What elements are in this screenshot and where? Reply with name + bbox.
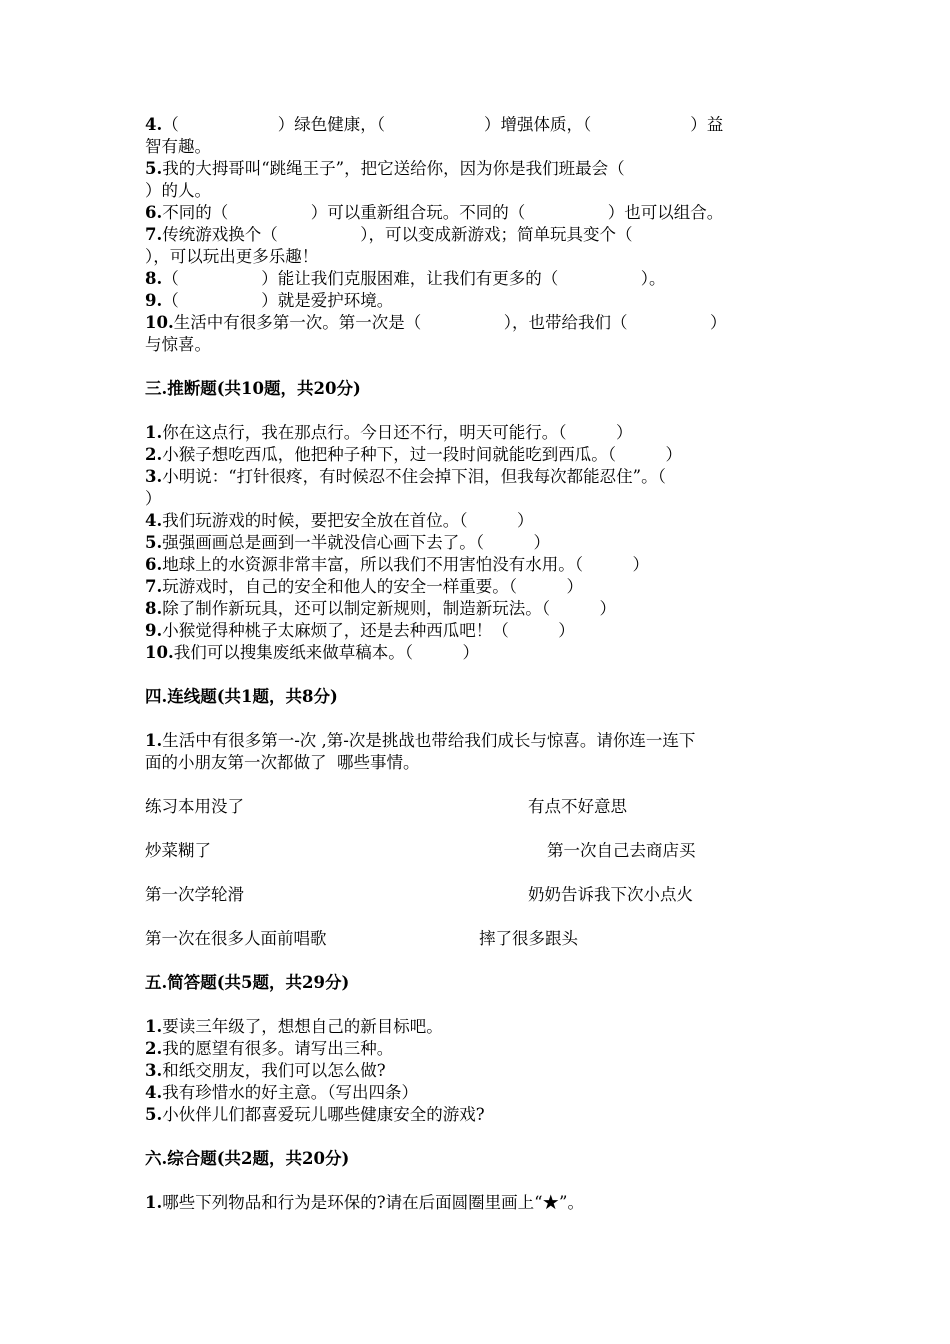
match-right-item: 有点不好意思 (528, 797, 627, 816)
question-fill-10: 10.生活中有很多第一次。第一次是（ ），也带给我们（ ） (145, 313, 727, 332)
judge-item: 7.玩游戏时，自己的安全和他人的安全一样重要。（ ） (145, 577, 583, 596)
short-answer-section (145, 972, 810, 1126)
judge-item-cont: ） (145, 489, 162, 508)
question-fill-8: 8.（ ）能让我们克服困难，让我们有更多的（ ）。 (145, 269, 666, 288)
match-left-item: 第一次在很多人面前唱歌 (145, 929, 327, 948)
judge-item: 10.我们可以搜集废纸来做草稿本。（ ） (145, 643, 479, 662)
match-row (145, 928, 810, 950)
question-fill-5-cont: ）的人。 (145, 181, 211, 200)
question-fill-9: 9.（ ）就是爱护环境。 (145, 291, 394, 310)
judge-item: 8.除了制作新玩具，还可以制定新规则，制造新玩法。（ ） (145, 599, 616, 618)
judge-item: 6.地球上的水资源非常丰富，所以我们不用害怕没有水用。（ ） (145, 555, 649, 574)
question-fill-7: 7.传统游戏换个（ ），可以变成新游戏；简单玩具变个（ (145, 225, 633, 244)
match-question-text: 1.生活中有很多第一-次 ,第-次是挑战也带给我们成长与惊喜。请你连一连下 (145, 731, 696, 750)
match-left-item: 第一次学轮滑 (145, 885, 244, 904)
match-right-item: 第一次自己去商店买 (547, 841, 696, 860)
match-right-item: 奶奶告诉我下次小点火 (528, 885, 693, 904)
fill-blank-section (145, 114, 810, 356)
question-fill-4-cont: 智有趣。 (145, 137, 211, 156)
judge-list (145, 422, 810, 664)
question-fill-5: 5.我的大拇哥叫“跳绳王子”，把它送给你，因为你是我们班最会（ (145, 159, 625, 178)
judge-item: 1.你在这点行，我在那点行。今日还不行，明天可能行。（ ） (145, 423, 633, 442)
match-row (145, 884, 810, 906)
question-fill-4: 4.（ ）绿色健康，（ ）增强体质，（ ）益 (145, 115, 724, 134)
question-fill-6: 6.不同的（ ）可以重新组合玩。不同的（ ）也可以组合。 (145, 203, 724, 222)
comprehensive-item: 1.哪些下列物品和行为是环保的?请在后面圆圈里画上“★”。 (145, 1193, 584, 1212)
judge-item: 5.强强画画总是画到一半就没信心画下去了。（ ） (145, 533, 550, 552)
match-left-item: 炒菜糊了 (145, 841, 211, 860)
short-answer-item: 4.我有珍惜水的好主意。（写出四条） (145, 1083, 418, 1102)
match-row (145, 840, 810, 862)
section-heading-judge: 三.推断题(共10题，共20分) (145, 379, 361, 398)
short-answer-item: 5.小伙伴儿们都喜爱玩儿哪些健康安全的游戏? (145, 1105, 485, 1124)
judge-item: 4.我们玩游戏的时候，要把安全放在首位。（ ） (145, 511, 534, 530)
section-heading-comprehensive: 六.综合题(共2题，共20分) (145, 1149, 350, 1168)
match-section (145, 686, 810, 950)
short-answer-list (145, 1016, 810, 1126)
match-left-item: 练习本用没了 (145, 797, 244, 816)
short-answer-item: 3.和纸交朋友，我们可以怎么做? (145, 1061, 386, 1080)
short-answer-item: 1.要读三年级了，想想自己的新目标吧。 (145, 1017, 443, 1036)
judge-item: 3.小明说：“打针很疼，有时候忍不住会掉下泪，但我每次都能忍住”。（ (145, 467, 666, 486)
comprehensive-section (145, 1148, 810, 1214)
judge-item: 2.小猴子想吃西瓜，他把种子种下，过一段时间就能吃到西瓜。（ ） (145, 445, 682, 464)
exam-page (145, 114, 810, 1214)
judge-section (145, 378, 810, 664)
short-answer-item: 2.我的愿望有很多。请写出三种。 (145, 1039, 394, 1058)
match-question (145, 730, 810, 774)
match-question-text-cont: 面的小朋友第一次都做了 哪些事情。 (145, 753, 420, 772)
section-heading-match: 四.连线题(共1题，共8分) (145, 687, 338, 706)
section-heading-short-answer: 五.简答题(共5题，共29分) (145, 973, 350, 992)
question-fill-7-cont: ），可以玩出更多乐趣！ (145, 247, 319, 266)
match-pairs (145, 796, 810, 950)
match-row (145, 796, 810, 818)
question-fill-10-cont: 与惊喜。 (145, 335, 211, 354)
match-right-item: 摔了很多跟头 (479, 929, 578, 948)
comprehensive-list (145, 1192, 810, 1214)
judge-item: 9.小猴觉得种桃子太麻烦了，还是去种西瓜吧！（ ） (145, 621, 575, 640)
